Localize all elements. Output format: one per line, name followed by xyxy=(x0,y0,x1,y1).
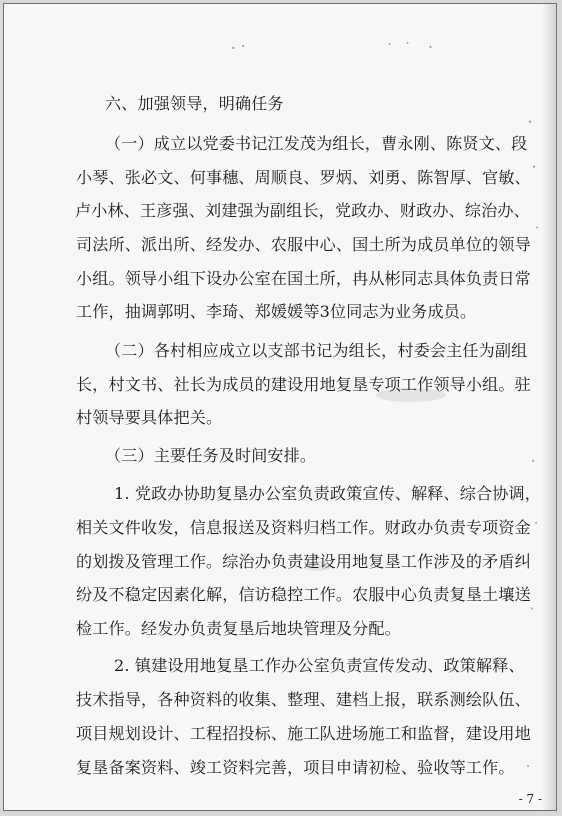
paragraph-line: 的划拨及管理工作。综治办负责建设用地复垦工作涉及的矛盾纠 xyxy=(76,552,531,571)
paragraph-line: 2. 镇建设用地复垦工作办公室负责宣传发动、政策解释、 xyxy=(114,656,525,675)
paragraph-line: 长，村文书、社长为成员的建设用地复垦专项工作领导小组。驻 xyxy=(76,375,531,394)
paragraph-line: 技术指导，各种资料的收集、整理、建档上报，联系测绘队伍、 xyxy=(76,690,531,709)
paragraph-line: 司法所、派出所、经发办、农服中心、国土所为成员单位的领导 xyxy=(76,235,531,254)
page-number: - 7 - xyxy=(518,792,542,806)
paragraph-line: 小琴、张必文、何事穗、周顺良、罗炳、刘勇、陈智厚、官敏、 xyxy=(76,168,531,187)
paragraph-line: 卢小林、王彦强、刘建强为副组长，党政办、财政办、综治办、 xyxy=(75,201,530,220)
document-content xyxy=(4,4,556,810)
paragraph-line: 项目规划设计、工程招投标、施工队进场施工和监督，建设用地 xyxy=(76,724,531,743)
paragraph-line: 1. 党政办协助复垦办公室负责政策宣传、解释、综合协调， xyxy=(114,484,542,503)
paragraph-line: 工作，抽调郭明、李琦、郑媛媛等3位同志为业务成员。 xyxy=(76,302,477,321)
paragraph-line: （二）各村相应成立以支部书记为组长，村委会主任为副组 xyxy=(105,341,528,360)
paragraph-line: 检工作。经发办负责复垦后地块管理及分配。 xyxy=(76,619,401,638)
paragraph-line: 相关文件收发，信息报送及资料归档工作。财政办负责专项资金 xyxy=(76,518,531,537)
document-page xyxy=(3,3,557,811)
paragraph-line: 小组。领导小组下设办公室在国土所，冉从彬同志具体负责日常 xyxy=(76,269,531,288)
section-heading: 六、加强领导，明确任务 xyxy=(105,94,284,113)
paragraph-line: 复垦备案资料、竣工资料完善，项目申请初检、验收等工作。 xyxy=(76,758,515,777)
paragraph-line: （一）成立以党委书记江发茂为组长，曹永刚、陈贤文、段 xyxy=(105,134,528,153)
paragraph-line: 纷及不稳定因素化解，信访稳控工作。农服中心负责复垦土壤送 xyxy=(76,585,531,604)
paragraph-line: 村领导要具体把关。 xyxy=(76,408,223,427)
subheading-line: （三）主要任务及时间安排。 xyxy=(105,446,317,465)
